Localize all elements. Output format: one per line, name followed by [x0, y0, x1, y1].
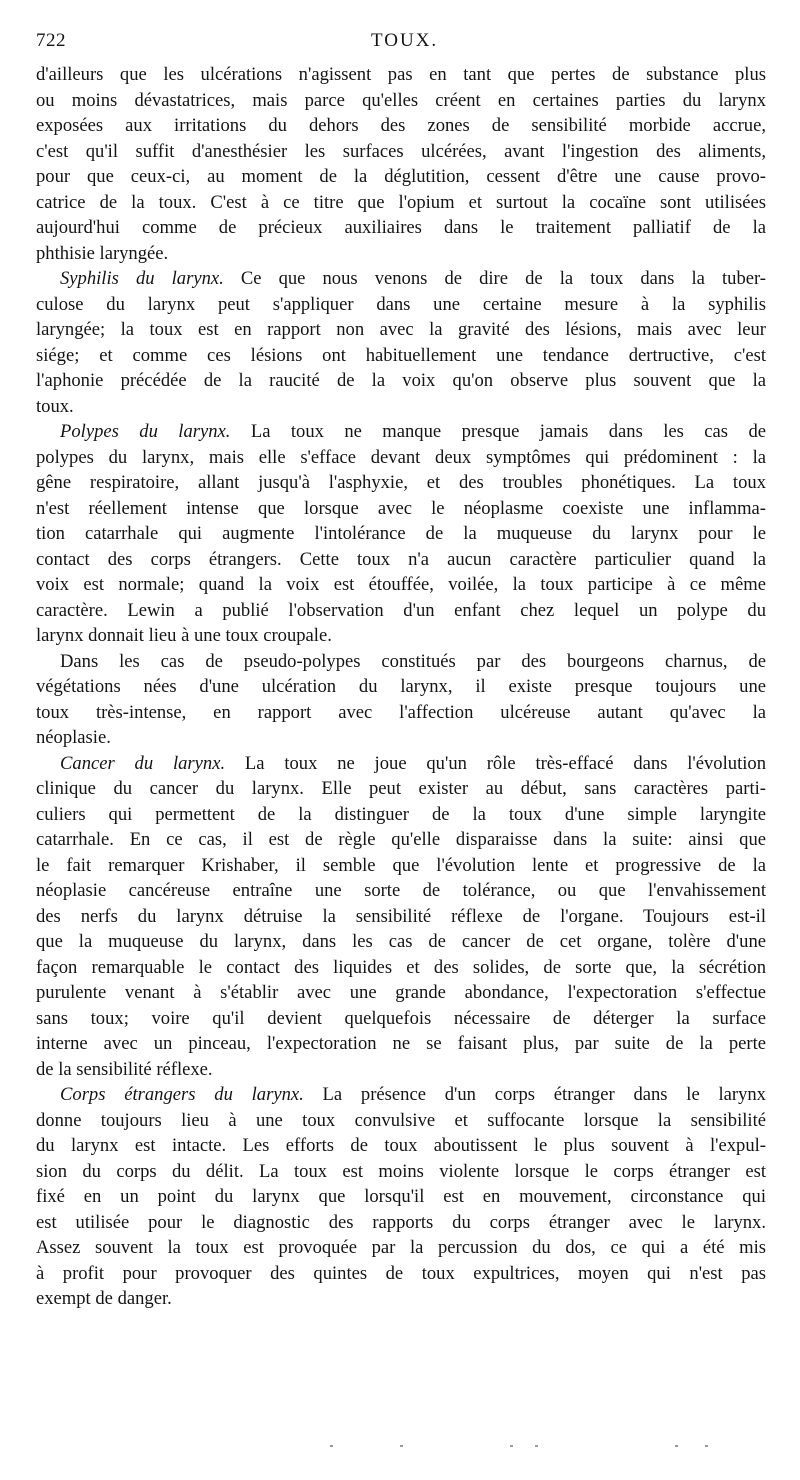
text-line — [36, 394, 766, 420]
text-line — [36, 700, 766, 726]
text-line — [36, 1184, 766, 1210]
text-line — [36, 1057, 766, 1083]
line-text: La présence d'un corps étranger dans le larynx — [303, 1084, 766, 1105]
section-heading: Corps étrangers du larynx. — [60, 1084, 304, 1105]
line-text: aujourd'hui comme de précieux auxiliaires dans le traitement palliatif de la — [36, 217, 766, 238]
line-text: catarrhale. En ce cas, il est de règle qu'elle disparaisse dans la suite: ainsi que — [36, 829, 766, 850]
text-line — [36, 572, 766, 598]
section-first-line — [36, 751, 766, 777]
line-text: interne avec un pinceau, l'expectoration ne se faisant plus, par suite de la perte — [36, 1033, 766, 1054]
text-line — [36, 292, 766, 318]
line-text: siége; et comme ces lésions ont habituellement une tendance dertructive, c'est — [36, 344, 766, 366]
section-first-line — [36, 1082, 766, 1108]
text-line — [36, 623, 766, 649]
text-line — [36, 776, 766, 802]
line-text: du larynx est intacte. Les efforts de toux aboutissent le plus souvent à l'expul- — [36, 1135, 766, 1156]
text-line — [36, 649, 766, 675]
section-heading: Polypes du larynx. — [60, 421, 231, 442]
line-text: culose du larynx peut s'appliquer dans une certaine mesure à la syphilis — [36, 293, 766, 315]
section-first-line — [36, 266, 766, 292]
line-text: l'aphonie précédée de la raucité de la voix qu'on observe plus souvent que la — [36, 370, 766, 391]
text-line — [36, 113, 766, 139]
text-line — [36, 139, 766, 165]
text-line — [36, 878, 766, 904]
line-text: larynx donnait lieu à une toux croupale. — [36, 625, 332, 646]
line-text: caractère. Lewin a publié l'observation d'un enfant chez lequel un polype du — [36, 599, 766, 621]
text-line — [36, 827, 766, 853]
line-text: exposées aux irritations du dehors des zones de sensibilité morbide accrue, — [36, 115, 766, 136]
line-text: fixé en un point du larynx que lorsqu'il est en mouvement, circonstance qui — [36, 1186, 766, 1207]
line-text: sans toux; voire qu'il devient quelquefois nécessaire de déterger la surface — [36, 1007, 766, 1029]
text-line — [36, 62, 766, 88]
text-line — [36, 1006, 766, 1032]
text-line — [36, 1210, 766, 1236]
text-line — [36, 1235, 766, 1261]
text-line — [36, 904, 766, 930]
line-text: polypes du larynx, mais elle s'efface devant deux symptômes qui prédominent : la — [36, 446, 766, 468]
body-text — [36, 62, 766, 1312]
line-text: Assez souvent la toux est provoquée par la percussion du dos, ce qui a été mis — [36, 1237, 766, 1258]
text-line — [36, 88, 766, 114]
line-text: à profit pour provoquer des quintes de toux expultrices, moyen qui n'est pas — [36, 1262, 766, 1284]
line-text: catrice de la toux. C'est à ce titre que l'opium et surtout la cocaïne sont utilisées — [36, 191, 766, 213]
line-text: sion du corps du délit. La toux est moins violente lorsque le corps étranger est — [36, 1160, 766, 1182]
line-text: pour que ceux-ci, au moment de la déglutition, cessent d'être une cause provo- — [36, 166, 766, 187]
line-text: contact des corps étrangers. Cette toux n'a aucun caractère particulier quand la — [36, 548, 766, 570]
text-line — [36, 496, 766, 522]
text-line — [36, 1261, 766, 1287]
section-heading: Syphilis du larynx. — [60, 268, 224, 289]
line-text: La toux ne joue qu'un rôle très-effacé dans l'évolution — [225, 752, 766, 774]
line-text: culiers qui permettent de la distinguer de la toux d'une simple laryngite — [36, 803, 766, 825]
line-text: néoplasie. — [36, 727, 111, 748]
line-text: que la muqueuse du larynx, dans les cas de cancer de cet organe, tolère d'une — [36, 931, 766, 952]
text-line — [36, 853, 766, 879]
text-line — [36, 368, 766, 394]
text-line — [36, 241, 766, 267]
text-line — [36, 1133, 766, 1159]
line-text: toux. — [36, 395, 74, 417]
text-line — [36, 929, 766, 955]
text-line — [36, 164, 766, 190]
line-text: Ce que nous venons de dire de la toux dans la tuber- — [223, 268, 766, 289]
text-line — [36, 598, 766, 624]
text-line — [36, 1286, 766, 1312]
text-line — [36, 1159, 766, 1185]
line-text: phthisie laryngée. — [36, 242, 169, 264]
running-head: TOUX. — [371, 30, 439, 51]
line-text: est utilisée pour le diagnostic des rapports du corps étranger avec le larynx. — [36, 1211, 766, 1233]
text-line — [36, 674, 766, 700]
line-text: d'ailleurs que les ulcérations n'agissent pas en tant que pertes de substance plus — [36, 64, 766, 85]
text-line — [36, 470, 766, 496]
text-line — [36, 190, 766, 216]
line-text: toux très-intense, en rapport avec l'affection ulcéreuse autant qu'avec la — [36, 701, 766, 723]
line-text: clinique du cancer du larynx. Elle peut exister au début, sans caractères parti- — [36, 778, 766, 799]
text-line — [36, 521, 766, 547]
line-text: voix est normale; quand la voix est étouffée, voilée, la toux participe à ce même — [36, 574, 766, 595]
text-line — [36, 215, 766, 241]
text-line — [36, 725, 766, 751]
line-text: c'est qu'il suffit d'anesthésier les surfaces ulcérées, avant l'ingestion des aliments, — [36, 140, 766, 162]
text-line — [36, 445, 766, 471]
line-text: de la sensibilité réflexe. — [36, 1058, 213, 1080]
line-text: tion catarrhale qui augmente l'intolérance de la muqueuse du larynx pour le — [36, 523, 766, 544]
text-line — [36, 955, 766, 981]
line-text: ou moins dévastatrices, mais parce qu'elles créent en certaines parties du larynx — [36, 89, 766, 111]
line-text: n'est réellement intense que lorsque avec le néoplasme coexiste une inflamma- — [36, 497, 766, 519]
line-text: néoplasie cancéreuse entraîne une sorte de tolérance, ou que l'envahissement — [36, 880, 766, 901]
line-text: donne toujours lieu à une toux convulsive et suffocante lorsque la sensibilité — [36, 1109, 766, 1131]
bottom-print-specks — [330, 1445, 730, 1451]
line-text: laryngée; la toux est en rapport non avec la gravité des lésions, mais avec leur — [36, 319, 766, 340]
line-text: exempt de danger. — [36, 1288, 172, 1309]
page-number: 722 — [36, 30, 66, 51]
line-text: façon remarquable le contact des liquides et des solides, de sorte que, la sécrétion — [36, 956, 766, 978]
line-text: des nerfs du larynx détruise la sensibilité réflexe de l'organe. Toujours est-il — [36, 905, 766, 927]
page-header — [36, 30, 766, 54]
text-line — [36, 1031, 766, 1057]
text-line — [36, 802, 766, 828]
line-text: le fait remarquer Krishaber, il semble que l'évolution lente et progressive de la — [36, 854, 766, 876]
line-text: La toux ne manque presque jamais dans les cas de — [230, 421, 766, 442]
text-line — [36, 547, 766, 573]
line-text: gêne respiratoire, allant jusqu'à l'asphyxie, et des troubles phonétiques. La toux — [36, 472, 766, 493]
line-text: végétations nées d'une ulcération du larynx, il existe presque toujours une — [36, 676, 766, 697]
section-first-line — [36, 419, 766, 445]
line-text: Dans les cas de pseudo-polypes constitués par des bourgeons charnus, de — [60, 650, 766, 672]
text-line — [36, 1108, 766, 1134]
text-line — [36, 317, 766, 343]
section-heading: Cancer du larynx. — [60, 752, 226, 774]
line-text: purulente venant à s'établir avec une grande abondance, l'expectoration s'effectue — [36, 982, 766, 1003]
text-line — [36, 980, 766, 1006]
text-line — [36, 343, 766, 369]
